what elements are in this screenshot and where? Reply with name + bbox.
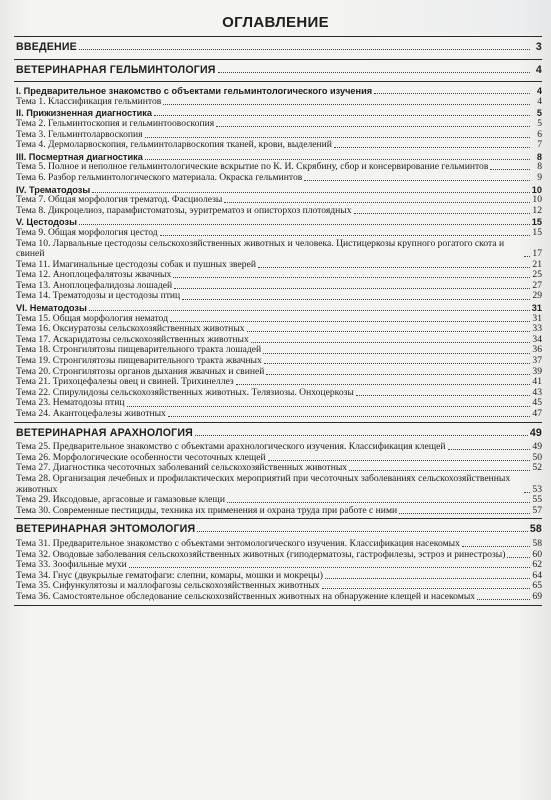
toc-entry-title: Тема 2. Гельминтоскопия и гельминтоовоскопия [16, 117, 215, 129]
toc-entry-title: Тема 12. Аноплоцефалятозы жвачных [16, 269, 172, 281]
toc-page-number: 55 [532, 494, 542, 506]
dot-leader [224, 202, 530, 203]
toc-entry-title: Тема 5. Полное и неполное гельминтологические вскрытие по К. И. Скрябину, сбор и консервирование гельминтов [16, 161, 489, 173]
toc-entry-title: Тема 13. Аноплоцефалидозы лошадей [16, 279, 173, 291]
toc-entry-title: Тема 30. Современные пестициды, техника их применения и охрана труда при работе с ними [16, 504, 398, 516]
toc-entry-title: Тема 3. Гельминтоларвоскопия [16, 128, 143, 140]
toc-page-number: 10 [531, 184, 542, 195]
dot-leader [263, 353, 530, 354]
toc-entry-title: III. Посмертная диагностика [16, 151, 143, 162]
toc-page-number: 64 [532, 569, 542, 581]
toc-page-number: 5 [537, 117, 542, 129]
toc-page-number: 8 [537, 161, 542, 173]
toc-page-number: 50 [532, 451, 542, 463]
toc-page-number: 47 [532, 408, 542, 419]
dot-leader [524, 256, 530, 257]
dot-leader [216, 126, 530, 127]
toc-entry-title: Тема 4. Дермоларвоскопия, гельминтоларвоскопия тканей, крови, выделений [16, 139, 332, 151]
dot-leader [174, 288, 530, 289]
toc-entry-title: ВВЕДЕНИЕ [16, 41, 77, 53]
toc-entry [16, 97, 542, 108]
toc-entry [16, 173, 542, 184]
toc-entry-title: Тема 17. Аскаридатозы сельскохозяйственных животных [16, 333, 249, 345]
toc-page-number: 4 [537, 95, 542, 107]
toc-entry-title: Тема 34. Гнус (двукрылые гематофаги: слепни, комары, мошки и мокрецы) [16, 569, 323, 581]
dot-leader [173, 277, 530, 278]
toc-entry-title: Тема 19. Стронгилятозы пищеварительного тракта жвачных [16, 355, 262, 367]
toc-entry-title: Тема 25. Предварительное знакомство с объектами арахнологического изучения. Классификация клещей [16, 441, 446, 453]
dot-leader [247, 331, 530, 332]
toc-entry [16, 206, 542, 217]
dot-leader [170, 321, 530, 322]
dot-leader [477, 599, 530, 600]
toc-entry [16, 291, 542, 302]
dot-leader [251, 342, 530, 343]
toc-entry [16, 239, 542, 260]
toc-section [14, 81, 542, 421]
toc-part-heading [16, 65, 542, 76]
toc-entry-title: Тема 11. Имагинальные цестодозы собак и пушных зверей [16, 258, 256, 270]
toc-entry [16, 506, 542, 517]
toc-page-number: 65 [532, 580, 542, 592]
toc-entry-title: Тема 16. Оксиуратозы сельскохозяйственных животных [16, 323, 245, 335]
toc-entry-title: Тема 29. Иксодовые, аргасовые и гамазовые клещи [16, 494, 225, 506]
toc-entry-title: Тема 10. Ларвальные цестодозы сельскохозяйственных животных и человека. Цистицеркозы крупного рогатого скота и свиней [16, 237, 505, 260]
toc-page-number: 15 [531, 217, 542, 228]
toc-entry-title: ВЕТЕРИНАРНАЯ ГЕЛЬМИНТОЛОГИЯ [16, 63, 216, 76]
toc-section [14, 422, 542, 519]
toc-entry-title: Тема 9. Общая морфология цестод [16, 226, 158, 238]
toc-entry-title: I. Предварительное знакомство с объектами гельминтологического изучения [16, 86, 373, 97]
dot-leader [163, 104, 530, 105]
toc-page-number: 9 [537, 171, 542, 183]
dot-leader [127, 406, 530, 407]
toc-entry-title: Тема 15. Общая морфология нематод [16, 312, 168, 324]
table-of-contents [14, 36, 542, 606]
toc-entry [16, 409, 542, 420]
dot-leader [507, 557, 530, 558]
toc-page-number: 7 [537, 139, 542, 151]
toc-page-number: 58 [529, 523, 542, 536]
toc-section [14, 59, 542, 82]
dot-leader [79, 224, 530, 225]
toc-entry-title: Тема 18. Стронгилятозы пищеварительного тракта лошадей [16, 344, 262, 356]
dot-leader [354, 213, 530, 214]
dot-leader [334, 147, 530, 148]
dot-leader [236, 384, 530, 385]
dot-leader [182, 299, 530, 300]
toc-page-number: 45 [532, 397, 542, 409]
dot-leader [258, 267, 530, 268]
dot-leader [304, 180, 530, 181]
dot-leader [524, 492, 530, 493]
toc-page-number: 31 [532, 312, 542, 324]
dot-leader [268, 460, 530, 461]
toc-entry [16, 592, 542, 603]
dot-leader [92, 192, 530, 193]
toc-entry [16, 140, 542, 151]
toc-entry [16, 539, 542, 550]
toc-page-number: 27 [532, 279, 542, 291]
toc-page-number: 29 [532, 290, 542, 302]
dot-leader [349, 470, 530, 471]
dot-leader [322, 588, 530, 589]
dot-leader [145, 137, 530, 138]
dot-leader [325, 578, 530, 579]
toc-entry-title: Тема 33. Зоофильные мухи [16, 559, 127, 571]
dot-leader [89, 310, 530, 311]
page-title: ОГЛАВЛЕНИЕ [222, 14, 329, 31]
toc-entry-title: Тема 20. Стронгилятозы органов дыхания жвачных и свиней [16, 365, 265, 377]
toc-page-number: 39 [532, 365, 542, 377]
toc-entry-title: IV. Трематодозы [16, 184, 91, 195]
dot-leader [79, 49, 530, 50]
toc-page-number: 53 [532, 483, 542, 495]
dot-leader [227, 502, 530, 503]
dot-leader [374, 93, 530, 94]
toc-page-number: 12 [532, 204, 542, 216]
toc-entry-title: Тема 6. Разбор гельминтологического материала. Окраска гельминтов [16, 171, 303, 183]
dot-leader [195, 435, 528, 436]
toc-page-number: 41 [532, 376, 542, 388]
toc-page-number: 60 [532, 548, 542, 560]
toc-entry-title: Тема 26. Морфологические особенности чесоточных клещей [16, 451, 266, 463]
dot-leader [356, 395, 530, 396]
dot-leader [129, 567, 530, 568]
toc-entry-title: Тема 36. Самостоятельное обследование сельскохозяйственных животных на обнаружение клещей и насекомых [16, 590, 476, 602]
dot-leader [266, 374, 530, 375]
dot-leader [160, 235, 530, 236]
dot-leader [218, 72, 530, 73]
toc-entry [16, 474, 542, 495]
toc-entry-title: V. Цестодозы [16, 217, 77, 228]
toc-page-number: 62 [532, 559, 542, 571]
toc-page-number: 10 [532, 194, 542, 206]
toc-page-number: 49 [529, 426, 542, 439]
dot-leader [448, 449, 530, 450]
dot-leader [154, 115, 530, 116]
toc-page-number: 4 [535, 63, 542, 76]
toc-entry [16, 228, 542, 239]
toc-page-number: 5 [536, 108, 542, 119]
toc-part-heading [16, 42, 542, 53]
toc-page-number: 57 [532, 504, 542, 516]
toc-entry-title: Тема 14. Трематодозы и цестодозы птиц [16, 290, 181, 302]
toc-section [14, 518, 542, 605]
toc-page-number: 3 [535, 41, 542, 53]
toc-page-number: 49 [532, 441, 542, 453]
toc-entry-title: Тема 28. Организация лечебных и профилактических мероприятий при чесоточных заболеваниях сельскохозяйственных животных [16, 472, 511, 495]
toc-page-number: 34 [532, 333, 542, 345]
dot-leader [197, 531, 528, 532]
toc-page-number: 8 [536, 151, 542, 162]
toc-part-heading [16, 428, 542, 439]
toc-entry-title: VI. Нематодозы [16, 303, 87, 314]
toc-page-number: 33 [532, 323, 542, 335]
toc-page-number: 21 [532, 258, 542, 270]
toc-entry-title: Тема 23. Нематодозы птиц [16, 397, 125, 409]
toc-page-number: 6 [537, 128, 542, 140]
toc-page-number: 52 [532, 462, 542, 474]
toc-entry-title: Тема 31. Предварительное знакомство с объектами энтомологического изучения. Классификация насекомых [16, 537, 460, 549]
toc-entry-title: Тема 27. Диагностика чесоточных заболеваний сельскохозяйственных животных [16, 462, 348, 474]
toc-page-number: 58 [532, 537, 542, 549]
toc-page-number: 15 [532, 226, 542, 238]
toc-page-number: 43 [532, 386, 542, 398]
toc-page-number: 31 [531, 303, 542, 314]
toc-page-number: 17 [532, 248, 542, 260]
toc-entry-title: ВЕТЕРИНАРНАЯ АРАХНОЛОГИЯ [16, 426, 193, 439]
toc-entry-title: II. Прижизненная диагностика [16, 108, 153, 119]
dot-leader [399, 513, 530, 514]
toc-entry-title: Тема 35. Сифункулятозы и маллофагозы сельскохозяйственных животных [16, 580, 320, 592]
toc-entry-title: Тема 1. Классификация гельминтов [16, 95, 162, 107]
dot-leader [145, 159, 530, 160]
dot-leader [462, 546, 530, 547]
toc-entry-title: Тема 8. Дикроцелиоз, парамфистоматозы, эуритрематоз и описторхоз плотоядных [16, 204, 352, 216]
toc-entry-title: Тема 22. Спирулидозы сельскохозяйственных животных. Телязиозы. Онхоцеркозы [16, 386, 354, 398]
toc-page-number: 69 [532, 590, 542, 602]
toc-entry-title: Тема 7. Общая морфология трематод. Фасциолезы [16, 194, 223, 206]
toc-page-number: 36 [532, 344, 542, 356]
toc-entry-title: Тема 21. Трихоцефалезы овец и свиней. Трихинеллез [16, 376, 234, 388]
toc-page-number: 25 [532, 269, 542, 281]
toc-section [14, 36, 542, 59]
toc-entry-title: ВЕТЕРИНАРНАЯ ЭНТОМОЛОГИЯ [16, 523, 196, 536]
toc-page-number: 4 [536, 86, 542, 97]
dot-leader [168, 416, 530, 417]
toc-entry-title: Тема 24. Акантоцефалезы животных [16, 408, 166, 419]
dot-leader [264, 363, 530, 364]
toc-part-heading [16, 524, 542, 535]
toc-entry [16, 119, 542, 130]
toc-entry-title: Тема 32. Оводовые заболевания сельскохозяйственных животных (гиподерматозы, гастрофилезы, эстроз и ринестрозы) [16, 548, 506, 560]
toc-page-number: 37 [532, 355, 542, 367]
dot-leader [490, 169, 530, 170]
